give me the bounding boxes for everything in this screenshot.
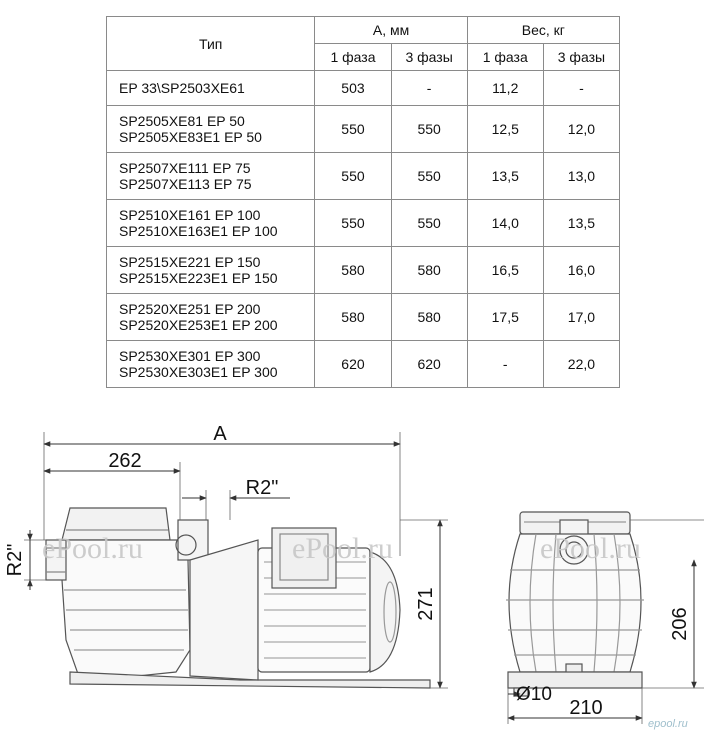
header-a-phase1: 1 фаза <box>315 44 391 71</box>
a-phase1: 550 <box>315 200 391 247</box>
weight-phase3: 17,0 <box>543 294 619 341</box>
a-phase1: 550 <box>315 106 391 153</box>
model-line: SP2520XE251 EP 200 <box>119 301 261 317</box>
model-line: SP2530XE303E1 EP 300 <box>119 364 278 380</box>
a-phase3: 620 <box>391 341 467 388</box>
a-phase3: 550 <box>391 106 467 153</box>
weight-phase3: 12,0 <box>543 106 619 153</box>
watermark: ePool.ru <box>540 532 641 565</box>
a-phase1: 580 <box>315 294 391 341</box>
weight-phase1: 11,2 <box>467 71 543 106</box>
model-line: SP2510XE161 EP 100 <box>119 207 261 223</box>
a-phase3: 580 <box>391 247 467 294</box>
a-phase3: 550 <box>391 153 467 200</box>
weight-phase1: - <box>467 341 543 388</box>
dim-r2-top-label: R2" <box>245 477 279 499</box>
weight-phase3: 16,0 <box>543 247 619 294</box>
weight-phase1: 16,5 <box>467 247 543 294</box>
dim-diam-label: Ø10 <box>516 684 552 705</box>
weight-phase3: 13,0 <box>543 153 619 200</box>
a-phase1: 620 <box>315 341 391 388</box>
weight-phase3: 22,0 <box>543 341 619 388</box>
watermark: ePool.ru <box>42 532 143 565</box>
model-line: SP2530XE301 EP 300 <box>119 348 261 364</box>
a-phase1: 550 <box>315 153 391 200</box>
model-line: SP2507XE113 EP 75 <box>119 176 252 192</box>
a-phase3: 580 <box>391 294 467 341</box>
model-line: SP2510XE163E1 EP 100 <box>119 223 278 239</box>
model-line: SP2515XE223E1 EP 150 <box>119 270 278 286</box>
watermark: ePool.ru <box>292 532 393 565</box>
weight-phase1: 13,5 <box>467 153 543 200</box>
a-phase3: - <box>391 71 467 106</box>
dim-206-label: 206 <box>669 607 691 641</box>
header-type: Тип <box>107 17 315 71</box>
a-phase1: 503 <box>315 71 391 106</box>
weight-phase1: 17,5 <box>467 294 543 341</box>
model-line: SP2520XE253E1 EP 200 <box>119 317 278 333</box>
dim-271-label: 271 <box>415 587 437 621</box>
model-line: SP2505XE81 EP 50 <box>119 113 245 129</box>
dim-210-label: 210 <box>569 697 603 719</box>
model-line: SP2507XE111 EP 75 <box>119 160 251 176</box>
dim-262-label: 262 <box>108 450 142 472</box>
header-w-phase1: 1 фаза <box>467 44 543 71</box>
weight-phase3: - <box>543 71 619 106</box>
dim-a-label: A <box>213 423 227 445</box>
header-a-mm: А, мм <box>315 17 467 44</box>
a-phase3: 550 <box>391 200 467 247</box>
header-weight: Вес, кг <box>467 17 619 44</box>
header-w-phase3: 3 фазы <box>543 44 619 71</box>
weight-phase1: 14,0 <box>467 200 543 247</box>
a-phase1: 580 <box>315 247 391 294</box>
weight-phase3: 13,5 <box>543 200 619 247</box>
header-a-phase3: 3 фазы <box>391 44 467 71</box>
model-line: EP 33\SP2503XE61 <box>119 80 245 96</box>
model-line: SP2515XE221 EP 150 <box>119 254 261 270</box>
corner-logo: epool.ru <box>648 718 688 730</box>
weight-phase1: 12,5 <box>467 106 543 153</box>
dim-r2-side-label: R2" <box>4 543 26 577</box>
model-line: SP2505XE83E1 EP 50 <box>119 129 262 145</box>
